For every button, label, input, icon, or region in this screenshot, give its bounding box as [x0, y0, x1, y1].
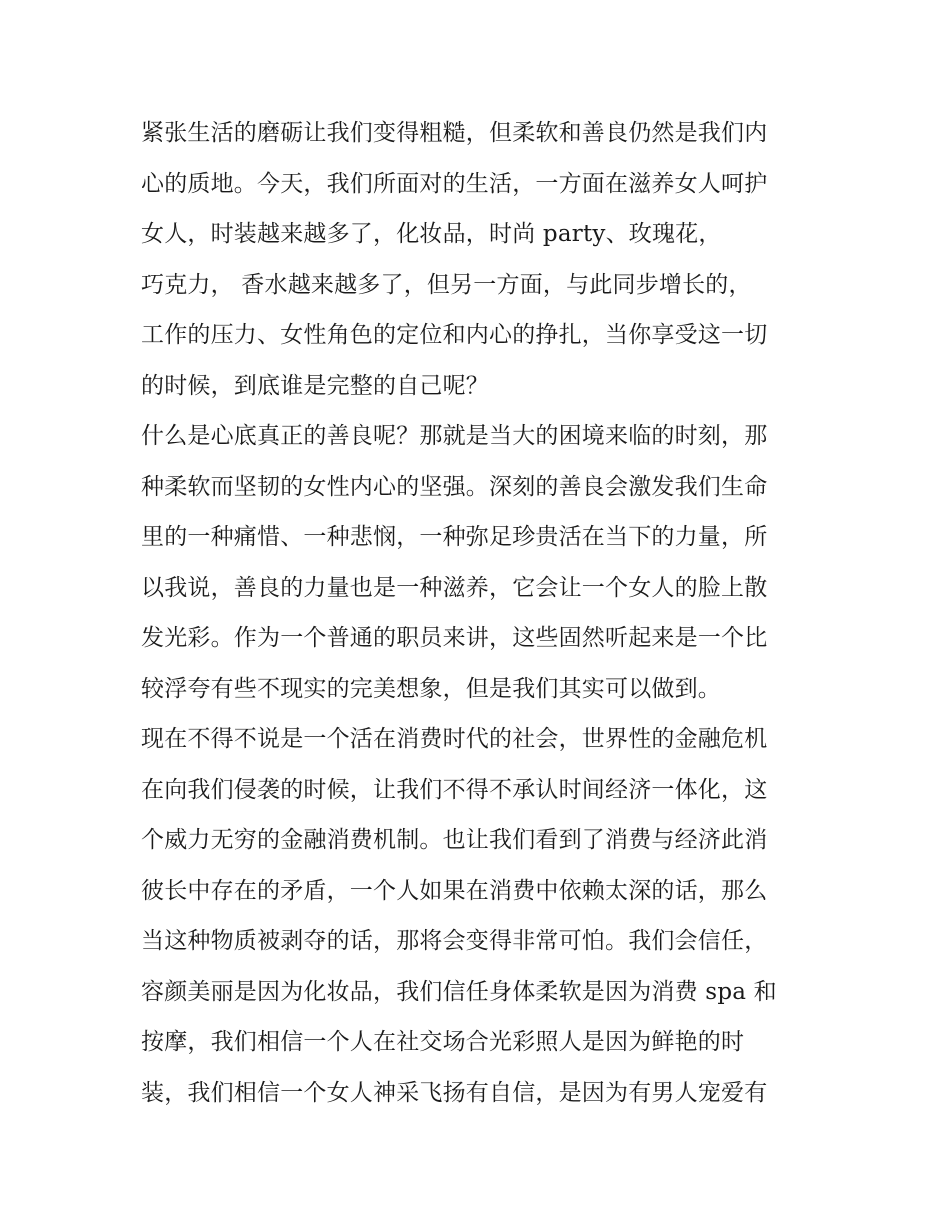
- text-line: 心的质地。今天，我们所面对的生活，一方面在滋养女人呵护: [141, 170, 768, 197]
- text-line: 什么是心底真正的善良呢？那就是当大的困境来临的时刻，那: [141, 423, 768, 449]
- text-line: 现在不得不说是一个活在消费时代的社会，世界性的金融危机: [141, 726, 768, 752]
- text-line: 工作的压力、女性角色的定位和内心的挣扎，当你享受这一切: [141, 322, 768, 348]
- text-line: 发光彩。作为一个普通的职员来讲，这些固然听起来是一个比: [141, 625, 768, 651]
- text-line: 巧克力， 香水越来越多了，但另一方面，与此同步增长的，: [141, 271, 752, 298]
- text-line: 女人，时装越来越多了，化妆品，时尚 party、玫瑰花，: [141, 221, 722, 247]
- text-line: 里的一种痛惜、一种悲悯，一种弥足珍贵活在当下的力量，所: [141, 524, 768, 550]
- text-line: 较浮夸有些不现实的完美想象，但是我们其实可以做到。: [141, 675, 721, 702]
- text-line: 个威力无穷的金融消费机制。也让我们看到了消费与经济此消: [141, 827, 768, 853]
- body-text: [141, 108, 821, 1118]
- text-line: 容颜美丽是因为化妆品，我们信任身体柔软是因为消费 spa 和: [141, 978, 777, 1005]
- text-line: 种柔软而坚韧的女性内心的坚强。深刻的善良会激发我们生命: [141, 473, 768, 500]
- text-line: 的时候，到底谁是完整的自己呢？: [141, 372, 489, 399]
- text-line: 当这种物质被剥夺的话，那将会变得非常可怕。我们会信任，: [141, 928, 768, 954]
- text-line: 在向我们侵袭的时候，让我们不得不承认时间经济一体化，这: [141, 776, 768, 803]
- text-line: 紧张生活的磨砺让我们变得粗糙，但柔软和善良仍然是我们内: [141, 120, 768, 146]
- text-line: 以我说，善良的力量也是一种滋养，它会让一个女人的脸上散: [141, 574, 768, 601]
- text-line: 彼长中存在的矛盾，一个人如果在消费中依赖太深的话，那么: [141, 877, 768, 904]
- text-line: 按摩，我们相信一个人在社交场合光彩照人是因为鲜艳的时: [141, 1029, 745, 1055]
- text-line: 装，我们相信一个女人神采飞扬有自信，是因为有男人宠爱有: [141, 1079, 768, 1106]
